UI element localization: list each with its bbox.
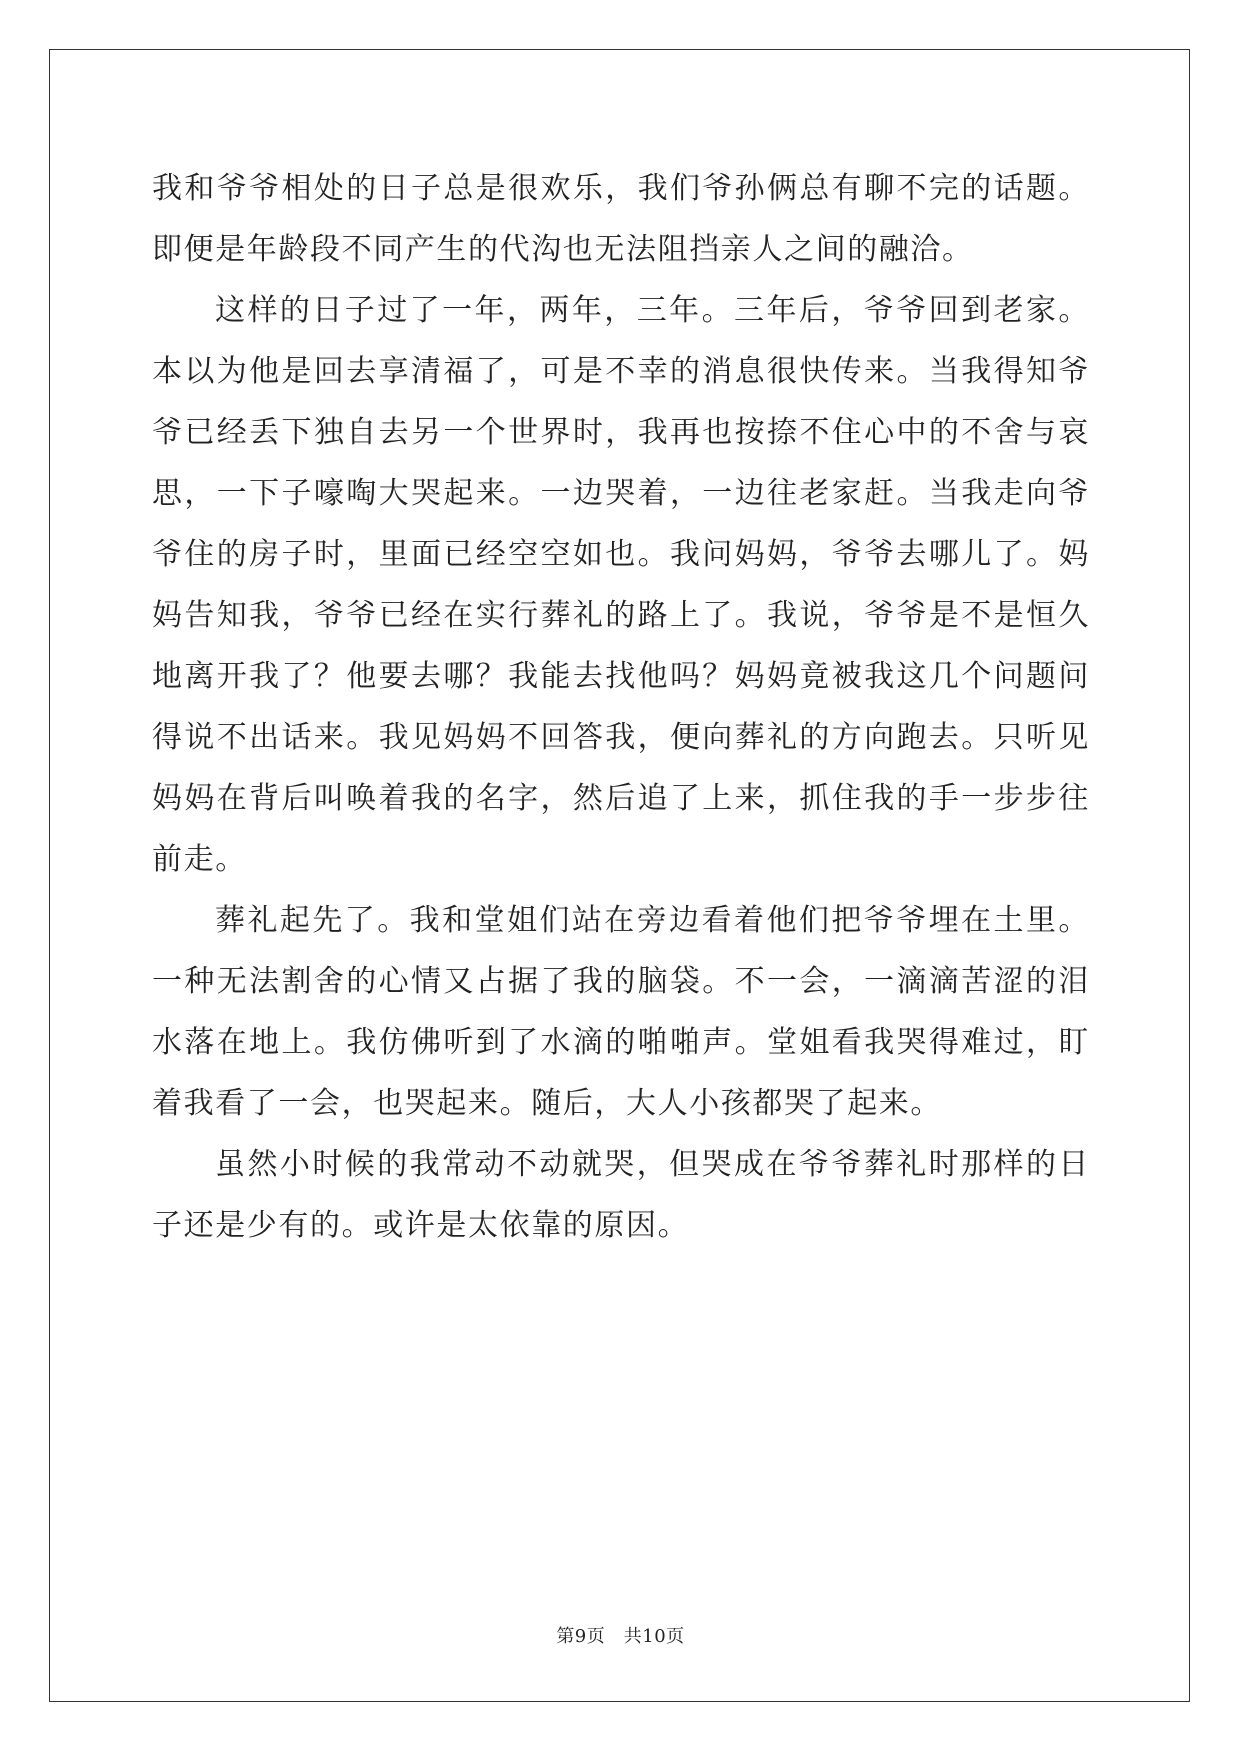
paragraph-3: 葬礼起先了。我和堂姐们站在旁边看着他们把爷爷埋在土里。一种无法割舍的心情又占据了我的脑袋。不一会，一滴滴苦涩的泪水落在地上。我仿佛听到了水滴的啪啪声。堂姐看我哭得难过，盯着我看了一会，也哭起来。随后，大人小孩都哭了起来。 — [152, 903, 1090, 1121]
paragraph-2: 这样的日子过了一年，两年，三年。三年后，爷爷回到老家。本以为他是回去享清福了，可是不幸的消息很快传来。当我得知爷爷已经丢下独自去另一个世界时，我再也按捺不住心中的不舍与哀思，一下子嚎啕大哭起来。一边哭着，一边往老家赶。当我走向爷爷住的房子时，里面已经空空如也。我问妈妈，爷爷去哪儿了。妈妈告知我，爷爷已经在实行葬礼的路上了。我说，爷爷是不是恒久地离开我了？他要去哪？我能去找他吗？妈妈竟被我这几个问题问得说不出话来。我见妈妈不回答我，便向葬礼的方向跑去。只听见妈妈在背后叫唤着我的名字，然后追了上来，抓住我的手一步步往前走。 — [152, 293, 1090, 877]
document-body — [152, 158, 1090, 1256]
page-number-footer: 第9页 共10页 — [556, 1626, 685, 1647]
paragraph-1: 我和爷爷相处的日子总是很欢乐，我们爷孙俩总有聊不完的话题。即便是年龄段不同产生的代沟也无法阻挡亲人之间的融洽。 — [152, 171, 1090, 267]
paragraph-4: 虽然小时候的我常动不动就哭，但哭成在爷爷葬礼时那样的日子还是少有的。或许是太依靠的原因。 — [152, 1147, 1090, 1243]
